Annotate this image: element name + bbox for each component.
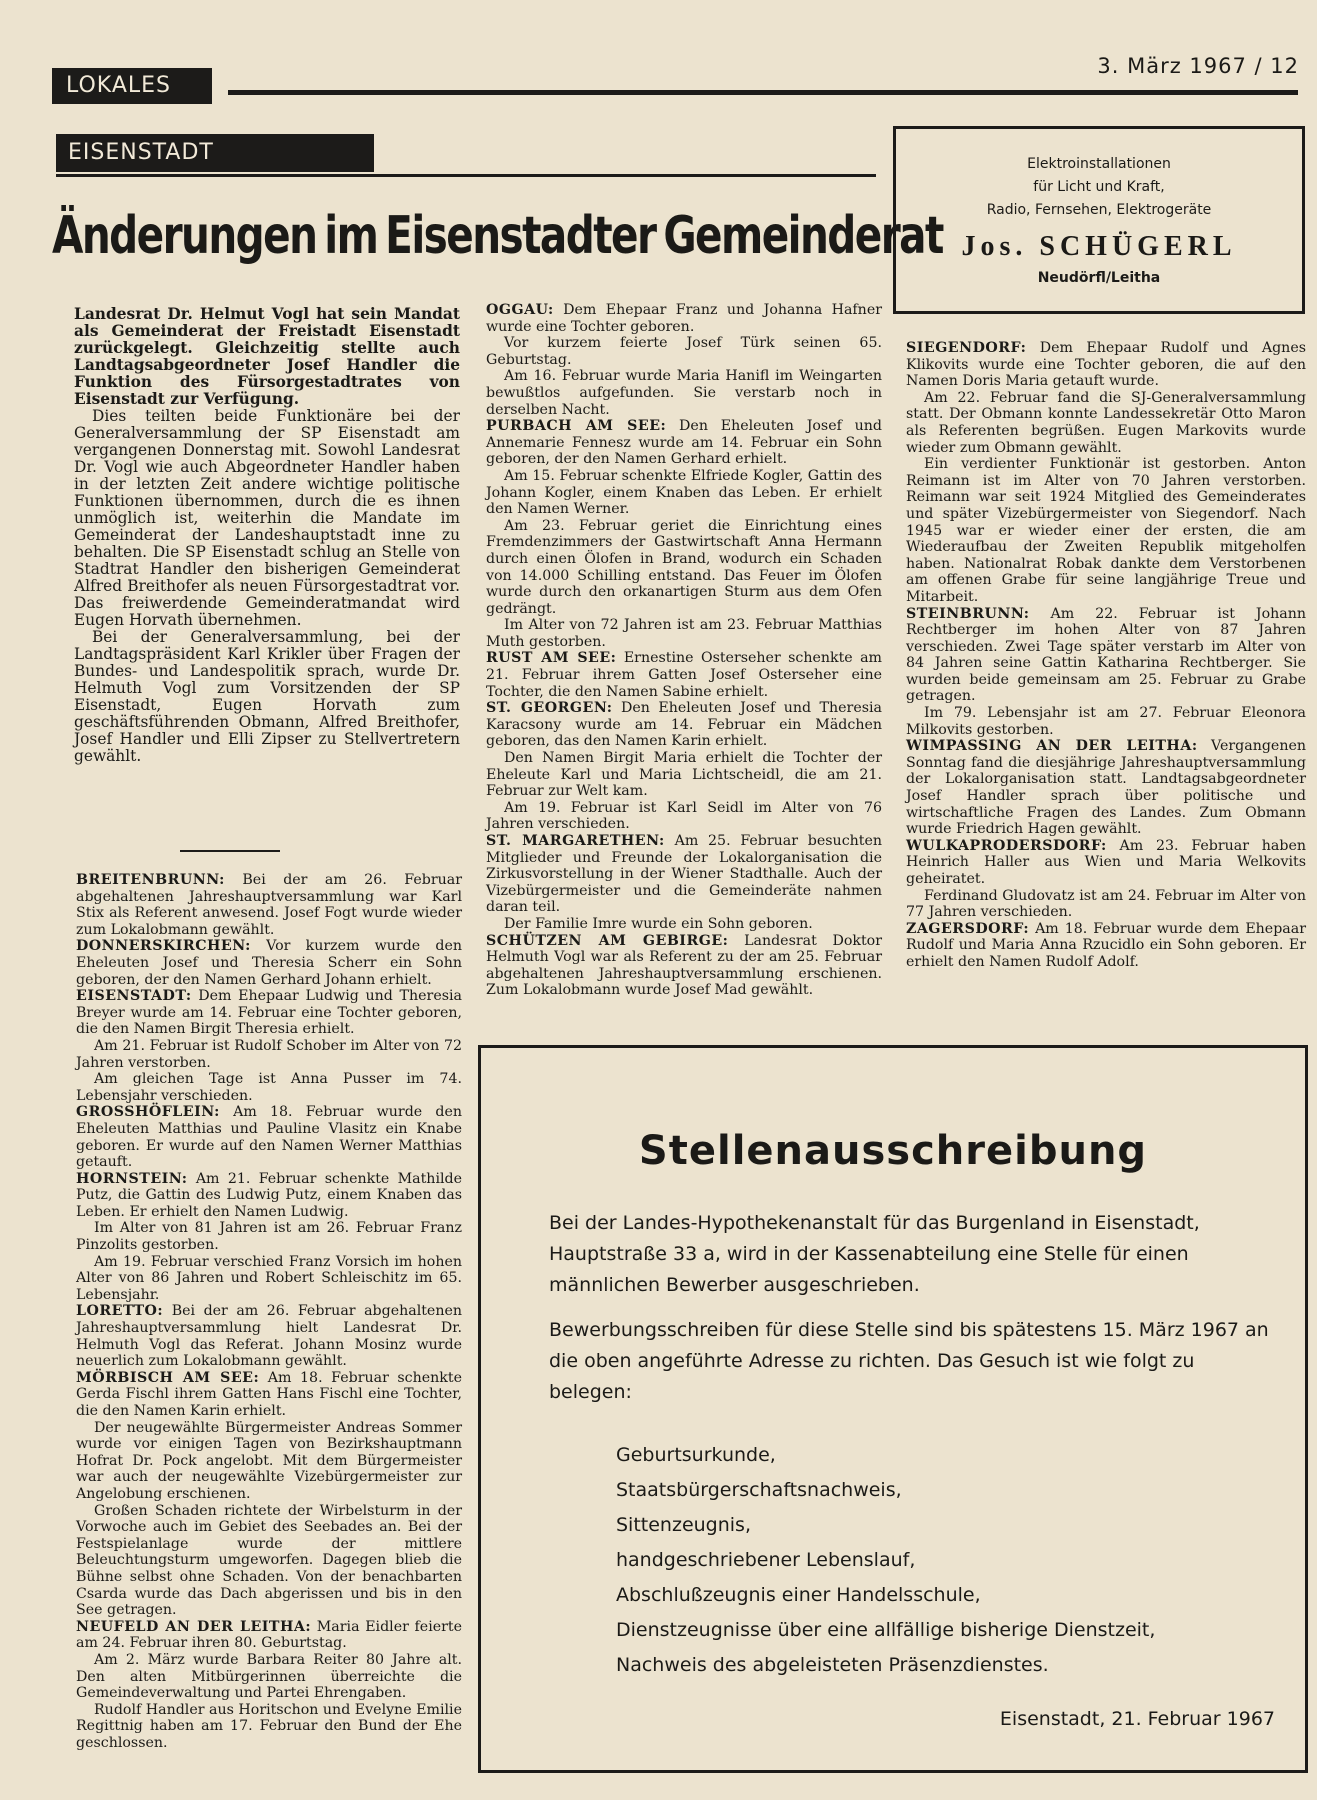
news-location: OGGAU: — [486, 302, 554, 318]
news-location: DONNERSKIRCHEN: — [76, 938, 251, 955]
news-text: Den Namen Birgit Maria erhielt die Tochter der Eheleute Karl und Maria Lichtscheidl, die am 21. Februar zur Welt kam. — [486, 750, 882, 800]
news-item — [76, 1071, 462, 1104]
news-location: ST. MARGARETHEN: — [486, 833, 665, 849]
column-divider — [180, 850, 280, 852]
news-location: SCHÜTZEN AM GEBIRGE: — [486, 932, 729, 949]
job-ad-title: Stellenausschreibung — [638, 1128, 1148, 1174]
news-text: Am 19. Februar verschied Franz Vorsich im hohen Alter von 86 Jahren und Robert Schleischitz im 65. Lebensjahr. — [76, 1253, 462, 1303]
news-column-1 — [76, 872, 462, 1751]
main-article — [74, 306, 460, 765]
news-item — [906, 456, 1306, 605]
news-location: ST. GEORGEN: — [486, 700, 613, 717]
job-ad-paragraph: Bewerbungsschreiben für diese Stelle sind bis spätestens 15. März 1967 an die oben angeführte Adresse zu richten. Das Gesuch ist wie folgt zu belegen: — [549, 1319, 1269, 1403]
news-text: Am 22. Februar fand die SJ-Generalversammlung statt. Der Obmann konnte Landessekretär Otto Maron als Referenten begrüßen. Eugen Markovits wurde wieder zum Obmann gewählt. — [906, 389, 1306, 456]
news-item — [76, 1652, 462, 1702]
news-item — [76, 1370, 462, 1420]
news-item — [76, 1420, 462, 1503]
news-text: Am 18. Februar wurde dem Ehepaar Rudolf und Maria Anna Rzucidlo ein Sohn geboren. Er erhielt den Namen Rudolf Adolf. — [906, 920, 1306, 970]
news-text: Am 21. Februar ist Rudolf Schober im Alter von 72 Jahren verstorben. — [76, 1037, 462, 1071]
city-label: EISENSTADT — [56, 134, 374, 172]
news-text: Rudolf Handler aus Horitschon und Evelyne Emilie Regittnig haben am 17. Februar den Bund der Ehe geschlossen. — [76, 1701, 462, 1751]
news-text: Der neugewählte Bürgermeister Andreas Sommer wurde vor einigen Tagen von Bezirkshauptmann Hofrat Dr. Pock angelobt. Mit dem Bürgermeister war auch der neugewählte Vizebürgermeister zur Angelobung erschienen. — [76, 1419, 462, 1502]
news-location: BREITENBRUNN: — [76, 872, 225, 888]
news-item — [906, 838, 1306, 888]
job-ad-requirements — [616, 1438, 1256, 1683]
news-item — [906, 340, 1306, 390]
news-item — [76, 1171, 462, 1221]
job-requirement-item: Geburtsurkunde, — [616, 1444, 776, 1466]
news-text: Der Familie Imre wurde ein Sohn geboren. — [504, 915, 813, 932]
news-item — [76, 1220, 462, 1253]
news-text: Am gleichen Tage ist Anna Pusser im 74. Lebensjahr verschieden. — [76, 1071, 462, 1104]
news-location: LORETTO: — [76, 1303, 164, 1320]
job-ad-paragraph: Bei der Landes-Hypothekenanstalt für das Burgenland in Eisenstadt, Hauptstraße 33 a, wird in der Kassenabteilung eine Stelle für einen männlichen Bewerber ausgeschrieben. — [549, 1212, 1200, 1296]
news-location: ZAGERSDORF: — [906, 920, 1030, 937]
news-item — [486, 750, 882, 800]
news-item — [486, 833, 882, 916]
issue-date-page: 3. März 1967 / 12 — [1097, 54, 1299, 78]
news-text: Am 16. Februar wurde Maria Hanifl im Weingarten bewußtlos aufgefunden. Sie verstarb noch in derselben Nacht. — [486, 368, 882, 418]
news-item — [486, 335, 882, 368]
news-text: Vergangenen Sonntag fand die diesjährige Jahreshauptversammlung der Lokalorganisation statt. Landtagsabgeordneter Josef Handler sprach über politische und wirtschaftliche Fragen des Landes. Zum Obmann wurde Friedrich Hagen gewählt. — [906, 738, 1306, 838]
news-text: Am 18. Februar schenkte Gerda Fischl ihrem Gatten Hans Fischl eine Tochter, die den Namen Karin erhielt. — [76, 1369, 462, 1419]
news-text: Im Alter von 72 Jahren ist am 23. Februar Matthias Muth gestorben. — [486, 617, 882, 650]
news-text: Maria Eidler feierte am 24. Februar ihren 80. Geburtstag. — [76, 1618, 463, 1652]
news-item — [486, 700, 882, 750]
news-location: STEINBRUNN: — [906, 605, 1030, 622]
news-text: Am 21. Februar schenkte Mathilde Putz, die Gattin des Ludwig Putz, einem Knaben das Leben. Er erhielt den Namen Ludwig. — [76, 1170, 463, 1220]
news-text: Großen Schaden richtete der Wirbelsturm in der Vorwoche auch im Gebiet des Seebades an. Bei der Festspielanlage wurde der mittlere Beleuchtungsturm umgeworfen. Dagegen blieb die Bühne selbst ohne Schaden. Von der benachbarten Csarda wurde das Dach abgerissen und bis in den See getragen. — [76, 1502, 462, 1619]
news-text: Bei der am 26. Februar abgehaltenen Jahreshauptversammlung hielt Landesrat Dr. Helmuth Vogl das Referat. Johann Mosinz wurde neuerlich zum Lokalobmann gewählt. — [76, 1303, 462, 1370]
news-text: Bei der am 26. Februar abgehaltenen Jahreshauptversammlung war Karl Stix als Referent anwesend. Josef Fogt wurde wieder zum Lokalobmann gewählt. — [76, 872, 463, 938]
article-paragraph: Bei der Generalversammlung, bei der Landtagspräsident Karl Krikler über Fragen der Bundes- und Landespolitik sprach, wurde Dr. Helmuth Vogl zum Vorsitzenden der SP Eisenstadt, Eugen Horvath zum geschäftsführenden Obmann, Alfred Breithofer, Josef Handler und Elli Zipser zu Stellvertretern gewählt. — [74, 628, 460, 765]
news-item — [76, 988, 462, 1038]
news-item — [76, 1503, 462, 1619]
job-ad-text — [549, 1208, 1269, 1422]
news-location: WIMPASSING AN DER LEITHA: — [906, 738, 1198, 755]
news-item — [486, 518, 882, 618]
news-text: Den Eheleuten Josef und Annemarie Fennesz wurde am 14. Februar ein Sohn geboren, der den Namen Gerhard erhielt. — [486, 418, 882, 468]
news-text: Im 79. Lebensjahr ist am 27. Februar Eleonora Milkovits gestorben. — [906, 705, 1306, 738]
news-text: Vor kurzem wurde den Eheleuten Josef und Theresia Scherr ein Sohn geboren, der den Namen Gerhard Johann erhielt. — [76, 938, 462, 988]
ad-line: Radio, Fernsehen, Elektrogeräte — [986, 202, 1212, 218]
news-column-2 — [486, 302, 882, 999]
news-location: EISENSTADT: — [76, 988, 192, 1005]
article-lead: Landesrat Dr. Helmut Vogl hat sein Mandat als Gemeinderat der Freistadt Eisenstadt zurückgelegt. Gleichzeitig stellte auch Landtagsabgeordneter Josef Handler die Funktion des Fürsorgestadtrates von Eisenstadt zur Verfügung. — [74, 305, 460, 408]
news-item — [76, 938, 462, 988]
news-location: SIEGENDORF: — [906, 340, 1027, 356]
news-item — [76, 1038, 462, 1071]
news-item — [906, 390, 1306, 456]
ad-company-name: Jos. SCHÜGERL — [961, 231, 1237, 262]
news-item — [486, 916, 882, 933]
news-item — [486, 468, 882, 518]
news-location: PURBACH AM SEE: — [486, 418, 667, 435]
news-text: Am 19. Februar ist Karl Seidl im Alter von 76 Jahren verschieden. — [486, 799, 882, 833]
news-item — [76, 1702, 462, 1752]
advertisement-box — [893, 126, 1305, 314]
ad-place: Neudörfl/Leitha — [1037, 270, 1161, 286]
news-item — [486, 617, 882, 650]
news-location: RUST AM SEE: — [486, 650, 617, 667]
news-location: NEUFELD AN DER LEITHA: — [76, 1618, 312, 1635]
news-text: Vor kurzem feierte Josef Türk seinen 65. Geburtstag. — [486, 335, 882, 368]
news-text: Am 23. Februar haben Heinrich Haller aus Wien und Maria Welkovits geheiratet. — [906, 837, 1306, 887]
news-item — [486, 418, 882, 468]
news-item — [486, 302, 882, 335]
news-text: Ferdinand Gludovatz ist am 24. Februar im Alter von 77 Jahren verschieden. — [906, 887, 1306, 921]
news-item — [486, 650, 882, 700]
news-text: Dem Ehepaar Rudolf und Agnes Klikovits wurde eine Tochter geboren, die auf den Namen Doris Maria getauft wurde. — [906, 340, 1306, 390]
news-item — [906, 738, 1306, 838]
news-item — [486, 800, 882, 833]
job-requirement-item: Nachweis des abgeleisteten Präsenzdienstes. — [616, 1654, 1049, 1676]
job-ad-date: Eisenstadt, 21. Februar 1967 — [999, 1708, 1275, 1730]
news-item — [76, 872, 462, 938]
news-location: MÖRBISCH AM SEE: — [76, 1369, 260, 1386]
news-text: Am 2. März wurde Barbara Reiter 80 Jahre alt. Den alten Mitbürgerinnen überreichte die Gemeindeverwaltung und Partei Ehrengaben. — [76, 1651, 462, 1702]
news-item — [76, 1303, 462, 1369]
news-text: Am 15. Februar schenkte Elfriede Kogler, Gattin des Johann Kogler, einem Knaben das Leben. Er erhielt den Namen Werner. — [486, 467, 882, 518]
job-requirement-item: Abschlußzeugnis einer Handelsschule, — [616, 1584, 981, 1606]
news-text: Am 22. Februar ist Johann Rechtberger im hohen Alter von 87 Jahren verschieden. Zwei Tage später verstarb im Alter von 84 Jahren seine Gattin Katharina Rechtberger. Sie wurden beide gemeinsam am 25. Februar zu Grabe getragen. — [906, 605, 1306, 705]
news-item — [906, 921, 1306, 971]
news-item — [76, 1104, 462, 1170]
job-requirement-item: handgeschriebener Lebenslauf, — [616, 1549, 916, 1571]
headline: Änderungen im Eisenstadter Gemeinderat — [52, 206, 943, 266]
news-item — [486, 368, 882, 418]
job-requirement-item: Dienstzeugnisse über eine allfällige bisherige Dienstzeit, — [616, 1619, 1156, 1641]
job-requirement-item: Sittenzeugnis, — [616, 1514, 751, 1536]
news-text: Dem Ehepaar Ludwig und Theresia Breyer wurde am 14. Februar eine Tochter geboren, die den Namen Birgit Theresia erhielt. — [76, 988, 462, 1038]
article-paragraph: Dies teilten beide Funktionäre bei der Generalversammlung der SP Eisenstadt am vergangenen Donnerstag mit. Sowohl Landesrat Dr. Vogl wie auch Abgeordneter Handler haben in der letzten Zeit andere wichtige politische Funktionen übernommen, durch die es ihnen unmöglich ist, weiterhin die Mandate im Gemeinderat der Landeshauptstadt inne zu behalten. Die SP Eisenstadt schlug an Stelle von Stadtrat Handler den bisherigen Gemeinderat Alfred Breithofer als neuen Fürsorgestadtrat vor. Das freiwerdende Gemeinderatmandat wird Eugen Horvath übernehmen. — [74, 407, 460, 629]
news-text: Im Alter von 81 Jahren ist am 26. Februar Franz Pinzolits gestorben. — [76, 1220, 462, 1254]
news-location: WULKAPRODERSDORF: — [906, 837, 1107, 854]
news-column-3 — [906, 340, 1306, 971]
news-text: Am 25. Februar besuchten Mitglieder und Freunde der Lokalorganisation die Zirkusvorstellung in der Wiener Stadthalle. Auch der Vizebürgermeister und die Gemeinderäte nahmen daran teil. — [486, 833, 883, 916]
news-item — [76, 1619, 462, 1652]
news-item — [906, 705, 1306, 738]
news-item — [486, 933, 882, 999]
news-text: Landesrat Doktor Helmuth Vogl war als Referent zu der am 25. Februar abgehaltenen Jahreshauptversammlung erschienen. Zum Lokalobmann wurde Josef Mad gewählt. — [486, 932, 882, 999]
news-text: Ernestine Osterseher schenkte am 21. Februar ihrem Gatten Josef Osterseher eine Tochter, die den Namen Sabine erhielt. — [486, 650, 883, 700]
news-location: GROSSHÖFLEIN: — [76, 1104, 220, 1121]
ad-line: für Licht und Kraft, — [1033, 179, 1165, 195]
news-item — [906, 888, 1306, 921]
news-text: Am 23. Februar geriet die Einrichtung eines Fremdenzimmers der Gastwirtschaft Anna Hermann durch einen Ölofen in Brand, wodurch ein Schaden von 14.000 Schilling entstand. Das Feuer im Ölofen wurde durch den orkanartigen Sturm aus dem Ofen gedrängt. — [486, 517, 882, 617]
news-text: Ein verdienter Funktionär ist gestorben. Anton Reimann ist im Alter von 70 Jahren verstorben. Reimann war seit 1924 Mitglied des Gemeinderates und später Vizebürgermeister von Siegendorf. Nach 1945 war er wieder einer der ersten, die am Wiederaufbau der Zweiten Republik mitgeholfen haben. Nationalrat Robak dankte dem Verstorbenen am offenen Grabe für seine langjährige Treue und Mitarbeit. — [906, 456, 1306, 605]
job-requirement-item: Staatsbürgerschaftsnachweis, — [616, 1479, 902, 1501]
header-rule — [228, 90, 1298, 95]
news-item — [76, 1254, 462, 1304]
news-location: HORNSTEIN: — [76, 1170, 188, 1187]
job-advertisement — [478, 1045, 1308, 1773]
news-text: Den Eheleuten Josef und Theresia Karacsony wurde am 14. Februar ein Mädchen geboren, das den Namen Karin erhielt. — [486, 700, 882, 750]
news-item — [906, 606, 1306, 706]
news-text: Dem Ehepaar Franz und Johanna Hafner wurde eine Tochter geboren. — [486, 302, 883, 335]
section-label: LOKALES — [52, 68, 212, 104]
city-rule — [56, 174, 876, 177]
news-text: Am 18. Februar wurde den Eheleuten Matthias und Pauline Vlasitz ein Knabe geboren. Er wurde auf den Namen Werner Matthias getauft. — [76, 1104, 462, 1171]
ad-line: Elektroinstallationen — [1027, 156, 1171, 172]
